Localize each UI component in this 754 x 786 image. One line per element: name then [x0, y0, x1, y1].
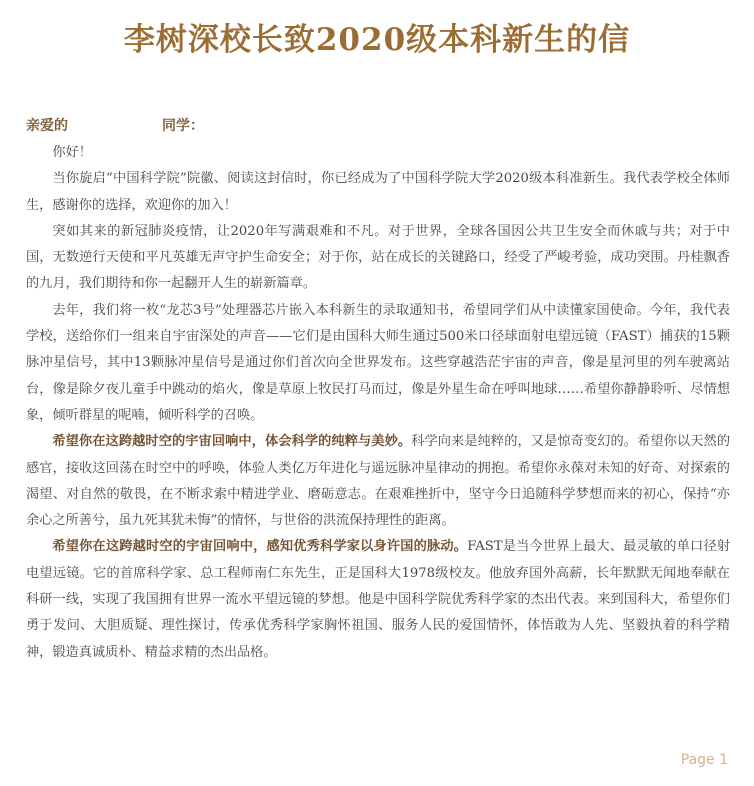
salutation-suffix: 同学：: [162, 118, 204, 134]
paragraph-text: 科学向来是纯粹的，又是惊奇变幻的。希望你以天然的感官，接收这回荡在时空中的呼唤，体验人类亿万年进化与遥远脉冲星律动的拥抱。希望你永葆对未知的好奇、对探索的渴望、对自然的敬畏，在不断求索中精进学业、磨砺意志。在艰难挫折中，坚守今日追随科学梦想而来的初心，保持“亦余心之所善兮，虽九死其犹未悔”的情怀，与世俗的洪流保持理性的距离。: [26, 434, 731, 529]
paragraph-text: FAST是当今世界上最大、最灵敏的单口径射电望远镜。它的首席科学家、总工程师南仁东先生，正是国科大1978级校友。他放弃国外高薪，长年默默无闻地奉献在科研一线，实现了我国拥有世界一流水平望远镜的梦想。他是中国科学院优秀科学家的杰出代表。来到国科大，希望你们勇于发问、大胆质疑、理性探讨，传承优秀科学家胸怀祖国、服务人民的爱国情怀，体悟敢为人先、坚毅执着的科学精神，锻造真诚质朴、精益求精的杰出品格。: [26, 539, 731, 660]
paragraph-scientists: [26, 534, 730, 665]
salutation-prefix: 亲爱的: [26, 118, 68, 134]
salutation: [26, 116, 204, 136]
paragraph-welcome: 当你旋启“中国科学院”院徽、阅读这封信时，你已经成为了中国科学院大学2020级本科准新生。我代表学校全体师生，感谢你的选择，欢迎你的加入！: [26, 171, 730, 213]
paragraph-science-beauty: [26, 429, 730, 534]
paragraph-lead-bold: 希望你在这跨越时空的宇宙回响中，感知优秀科学家以身许国的脉动。: [52, 539, 468, 555]
paragraph-pandemic: 突如其来的新冠肺炎疫情，让2020年写满艰难和不凡。对于世界，全球各国因公共卫生安全而休戚与共；对于中国，无数逆行天使和平凡英雄无声守护生命安全；对于你，站在成长的关键路口，经受了严峻考验，成功突围。丹桂飘香的九月，我们期待和你一起翻开人生的崭新篇章。: [26, 223, 730, 292]
letter-body: [26, 140, 730, 666]
paragraph-lead-bold: 希望你在这跨越时空的宇宙回响中，体会科学的纯粹与美妙。: [52, 434, 412, 450]
page-number: Page 1: [680, 752, 728, 768]
greeting: 你好！: [52, 145, 92, 160]
paragraph-fast-signals: 去年，我们将一枚“龙芯3号”处理器芯片嵌入本科新生的录取通知书，希望同学们从中读懂家国使命。今年，我代表学校，送给你们一组来自宇宙深处的声音——它们是由国科大师生通过500米口径球面射电望远镜（FAST）捕获的15颗脉冲星信号，其中13颗脉冲星信号是通过你们首次向全世界发布。这些穿越浩茫宇宙的声音，像是星河里的列车驶离站台，像是除夕夜儿童手中跳动的焰火，像是草原上牧民打马而过，像是外星生命在呼叫地球……希望你静静聆听、尽情想象，倾听群星的呢喃，倾听科学的召唤。: [26, 302, 730, 423]
page-title: 李树深校长致2020级本科新生的信: [123, 22, 631, 58]
